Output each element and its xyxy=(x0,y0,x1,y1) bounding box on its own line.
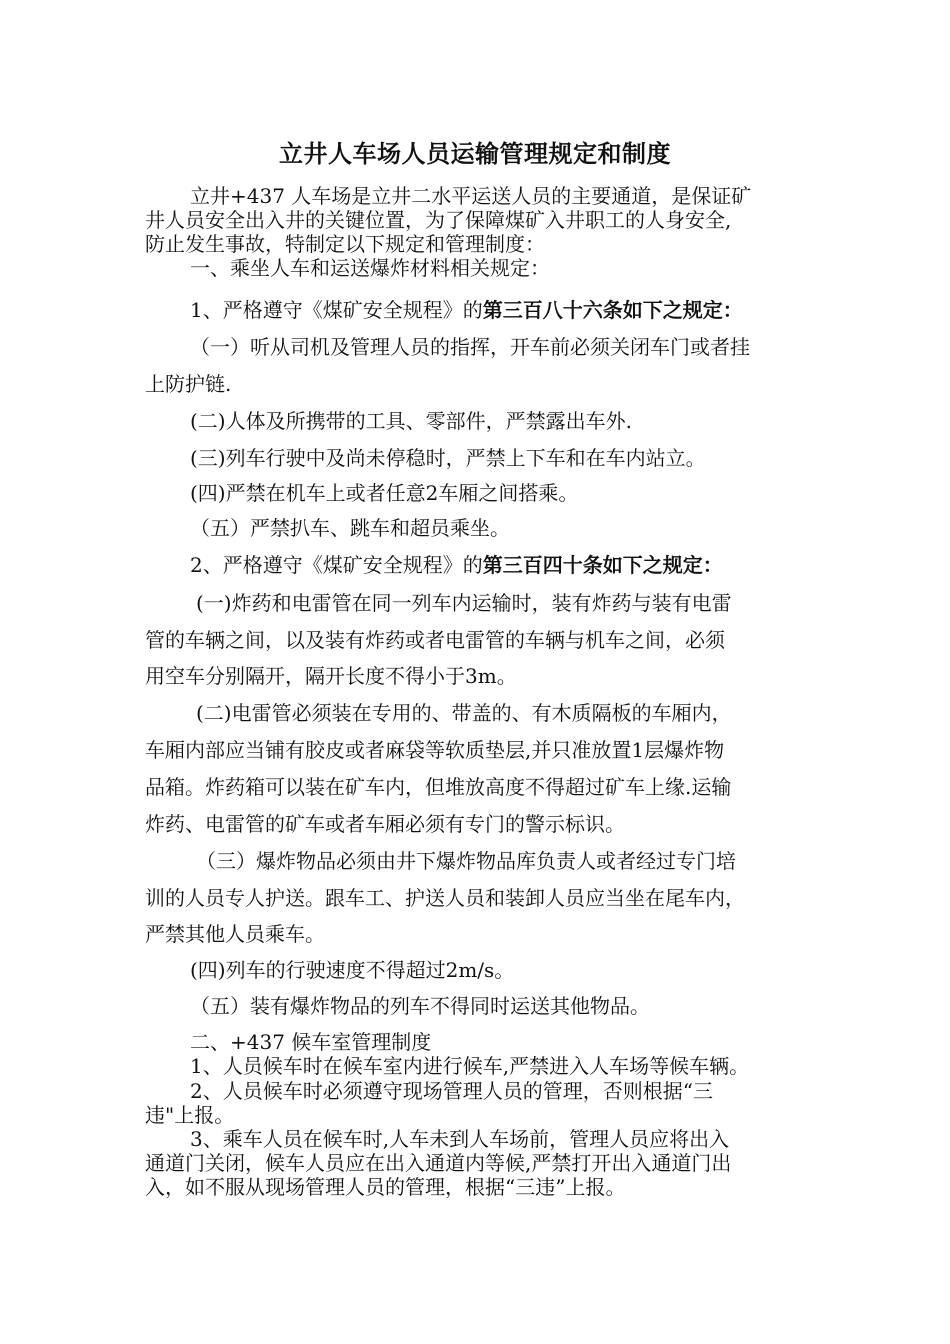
rule-item: 训的人员专人护送。跟车工、护送人员和装卸人员应当坐在尾车内， xyxy=(145,886,745,910)
rule-item: 上防护链. xyxy=(145,372,232,396)
section-line: 通道门关闭，候车人员应在出入通道内等候,严禁打开出入通道门出 xyxy=(145,1151,732,1175)
rule-item: （一）听从司机及管理人员的指挥，开车前必须关闭车门或者挂 xyxy=(190,335,750,359)
intro-line: 立井+437 人车场是立井二水平运送人员的主要通道，是保证矿 xyxy=(190,184,752,208)
rule-item: （三）爆炸物品必须由井下爆炸物品库负责人或者经过专门培 xyxy=(196,849,736,873)
rule-item: 用空车分别隔开，隔开长度不得小于3m。 xyxy=(145,664,517,688)
rule-item: (四)严禁在机车上或者任意2车厢之间搭乘。 xyxy=(190,481,579,505)
rule-item: (二)电雷管必须装在专用的、带盖的、有木质隔板的车厢内， xyxy=(196,701,732,725)
document-title: 立井人车场人员运输管理规定和制度 xyxy=(279,139,671,168)
rule-prefix: 2、严格遵守《煤矿安全规程》的 xyxy=(190,553,483,577)
section-line: 入，如不服从现场管理人员的管理，根据“三违”上报。 xyxy=(145,1175,626,1199)
rule-bold-text: 第三百八十六条如下之规定： xyxy=(482,298,743,322)
rule-item: 车厢内部应当铺有胶皮或者麻袋等软质垫层,并只准放置1层爆炸物 xyxy=(145,738,725,762)
section-heading: 二、+437 候车室管理制度 xyxy=(190,1030,432,1054)
rule-item: （五）装有爆炸物品的列车不得同时运送其他物品。 xyxy=(190,994,650,1018)
section-line: 1、人员候车时在候车室内进行候车,严禁进入人车场等候车辆。 xyxy=(190,1054,750,1078)
section-line: 3、乘车人员在候车时,人车未到人车场前，管理人员应将出入 xyxy=(190,1127,730,1151)
rule-heading xyxy=(190,553,805,577)
rule-prefix: 1、严格遵守《煤矿安全规程》的 xyxy=(190,298,483,322)
section-line: 违"上报。 xyxy=(145,1103,235,1127)
rule-heading xyxy=(190,298,805,322)
rule-item: (一)炸药和电雷管在同一列车内运输时，装有炸药与装有电雷 xyxy=(196,591,732,615)
rule-item: (四)列车的行驶速度不得超过2m/s。 xyxy=(190,958,515,982)
rule-item: 品箱。炸药箱可以装在矿车内，但堆放高度不得超过矿车上缘.运输 xyxy=(145,775,732,799)
section-line: 2、人员候车时必须遵守现场管理人员的管理，否则根据“三 xyxy=(190,1079,713,1103)
rule-item: 炸药、电雷管的矿车或者车厢必须有专门的警示标识。 xyxy=(145,812,625,836)
intro-line: 防止发生事故，特制定以下规定和管理制度： xyxy=(145,232,545,256)
rule-item: (三)列车行驶中及尚未停稳时，严禁上下车和在车内站立。 xyxy=(190,446,706,470)
section-heading: 一、乘坐人车和运送爆炸材料相关规定： xyxy=(190,256,550,280)
rule-item: 严禁其他人员乘车。 xyxy=(145,922,325,946)
rule-item: （五）严禁扒车、跳车和超员乘坐。 xyxy=(190,516,510,540)
intro-line: 井人员安全出入井的关键位置，为了保障煤矿入井职工的人身安全, xyxy=(145,208,732,232)
rule-bold-text: 第三百四十条如下之规定： xyxy=(482,553,723,577)
rule-item: (二)人体及所携带的工具、零部件，严禁露出车外. xyxy=(190,409,632,433)
rule-item: 管的车辆之间，以及装有炸药或者电雷管的车辆与机车之间，必须 xyxy=(145,628,725,652)
